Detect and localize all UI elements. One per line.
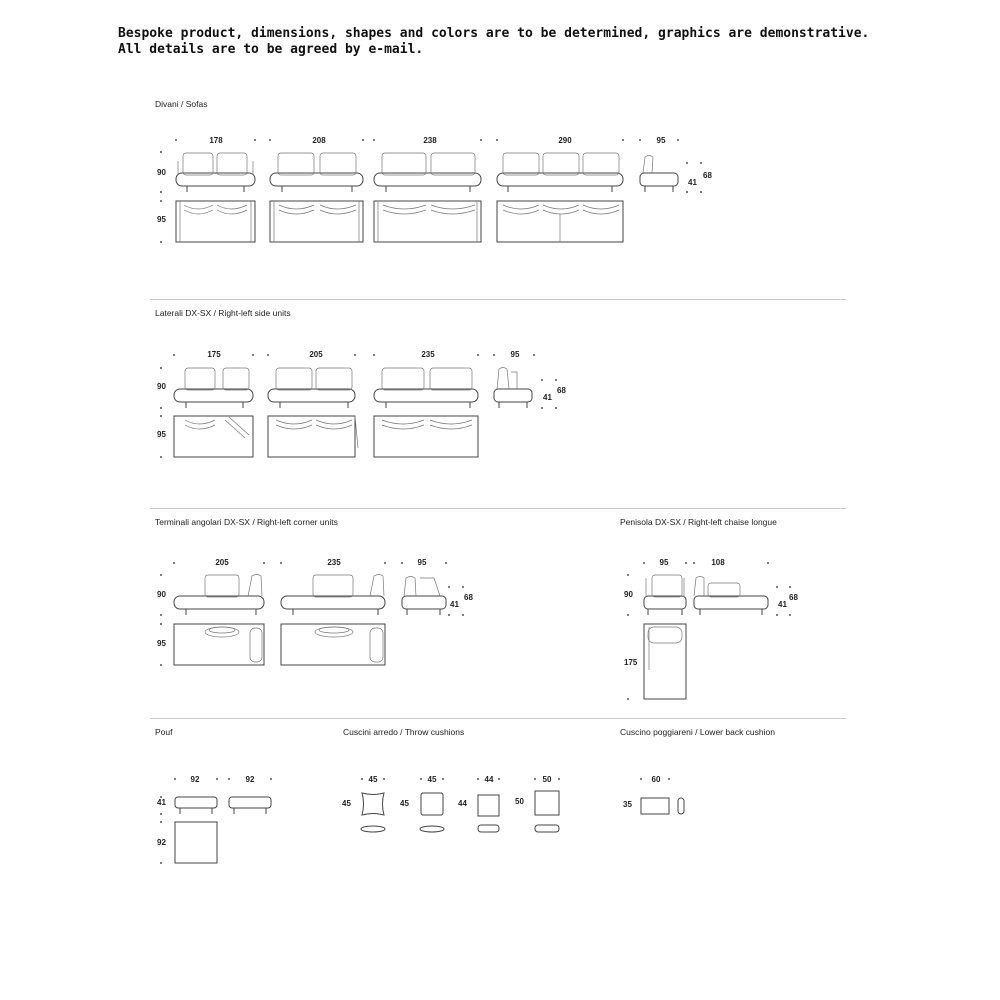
side-unit-height-label: 90 [157, 382, 166, 391]
throw-cushion-2 [420, 793, 444, 832]
corner-unit-205-front [174, 575, 264, 616]
sofa-178-front [176, 153, 255, 192]
section-title-chaise: Penisola DX-SX / Right-left chaise longue [620, 517, 777, 527]
side-unit-width-label: 175 [207, 350, 221, 359]
side-unit-total-height-label: 68 [557, 386, 566, 395]
corner-unit-width-label: 205 [215, 558, 229, 567]
chaise-side [694, 577, 768, 616]
corner-unit-depth-label: 95 [157, 639, 166, 648]
pouf-width-label: 92 [245, 775, 255, 784]
side-unit-depth-label: 95 [157, 430, 166, 439]
throw-cushion-3 [478, 795, 499, 832]
corner-unit-depth-label: 95 [417, 558, 427, 567]
corner-unit-235-front [281, 575, 385, 616]
side-unit-205-front [268, 368, 355, 408]
sofa-side-depth-label: 95 [656, 136, 666, 145]
corner-unit-height-label: 90 [157, 590, 166, 599]
side-unit-175-front [174, 368, 253, 408]
throw-cushion-width-label: 44 [484, 775, 494, 784]
throw-cushion-4 [535, 791, 559, 832]
sofa-width-label: 238 [423, 136, 437, 145]
sofa-208-front [270, 153, 363, 192]
back-cushion [641, 798, 684, 814]
sofa-290-plan [497, 201, 623, 242]
corner-unit-seat-height-label: 41 [450, 600, 459, 609]
sofa-238-plan [374, 201, 481, 242]
sofa-width-label: 290 [558, 136, 572, 145]
chaise-width-label: 95 [659, 558, 669, 567]
corner-unit-235-plan [281, 624, 385, 665]
side-unit-205-plan [268, 416, 358, 457]
sofa-178-plan [176, 201, 255, 242]
corner-unit-total-height-label: 68 [464, 593, 473, 602]
sofa-side-view [640, 156, 678, 193]
side-unit-width-label: 235 [421, 350, 435, 359]
chaise-side-width-label: 108 [711, 558, 725, 567]
corner-unit-width-label: 235 [327, 558, 341, 567]
sofa-238-front [374, 153, 481, 192]
dimension-ticks [160, 139, 791, 864]
side-unit-depth-label: 95 [510, 350, 520, 359]
side-unit-175-plan [174, 416, 253, 457]
chaise-length-label: 175 [624, 658, 638, 667]
side-unit-width-label: 205 [309, 350, 323, 359]
chaise-height-label: 90 [624, 590, 633, 599]
sofa-208-plan [270, 201, 363, 242]
throw-cushion-width-label: 45 [368, 775, 378, 784]
pouf-height-label: 41 [157, 798, 166, 807]
sofa-width-label: 178 [209, 136, 223, 145]
chaise-seat-height-label: 41 [778, 600, 787, 609]
chaise-total-height-label: 68 [789, 593, 798, 602]
chaise-front [644, 575, 686, 615]
section-title-throw-cushions: Cuscini arredo / Throw cushions [343, 727, 465, 737]
pouf-side [229, 797, 271, 814]
side-unit-side-view [494, 368, 532, 409]
pouf-plan [175, 822, 217, 863]
sofa-depth-label: 95 [157, 215, 166, 224]
section-title-pouf: Pouf [155, 727, 173, 737]
throw-cushion-height-label: 50 [515, 797, 524, 806]
side-unit-235-plan [374, 416, 478, 457]
sofa-290-front [497, 153, 623, 192]
section-title-sofas: Divani / Sofas [155, 99, 208, 109]
throw-cushion-height-label: 45 [342, 799, 351, 808]
pouf-width-label: 92 [190, 775, 200, 784]
pouf-front [175, 797, 217, 814]
corner-unit-205-plan [174, 624, 264, 665]
throw-cushion-height-label: 45 [400, 799, 409, 808]
throw-cushion-height-label: 44 [458, 799, 467, 808]
disclaimer-notice: Bespoke product, dimensions, shapes and colors are to be determined, graphics are demonstrative. All details are to be agreed by e-mail. [118, 26, 870, 57]
sofa-total-height-label: 68 [703, 171, 712, 180]
back-cushion-height-label: 35 [623, 800, 632, 809]
pouf-depth-label: 92 [157, 838, 166, 847]
side-unit-235-front [374, 368, 478, 408]
section-title-side-units: Laterali DX-SX / Right-left side units [155, 308, 291, 318]
corner-unit-side-view [402, 577, 446, 616]
side-unit-seat-height-label: 41 [543, 393, 552, 402]
throw-cushion-width-label: 50 [542, 775, 552, 784]
throw-cushion-1 [361, 793, 385, 832]
throw-cushion-width-label: 45 [427, 775, 437, 784]
sofa-height-label: 90 [157, 168, 166, 177]
back-cushion-width-label: 60 [651, 775, 661, 784]
section-title-corner-units: Terminali angolari DX-SX / Right-left corner units [155, 517, 338, 527]
section-title-back-cushion: Cuscino poggiareni / Lower back cushion [620, 727, 775, 737]
chaise-plan [644, 624, 686, 699]
sofa-seat-height-label: 41 [688, 178, 697, 187]
sofa-width-label: 208 [312, 136, 326, 145]
